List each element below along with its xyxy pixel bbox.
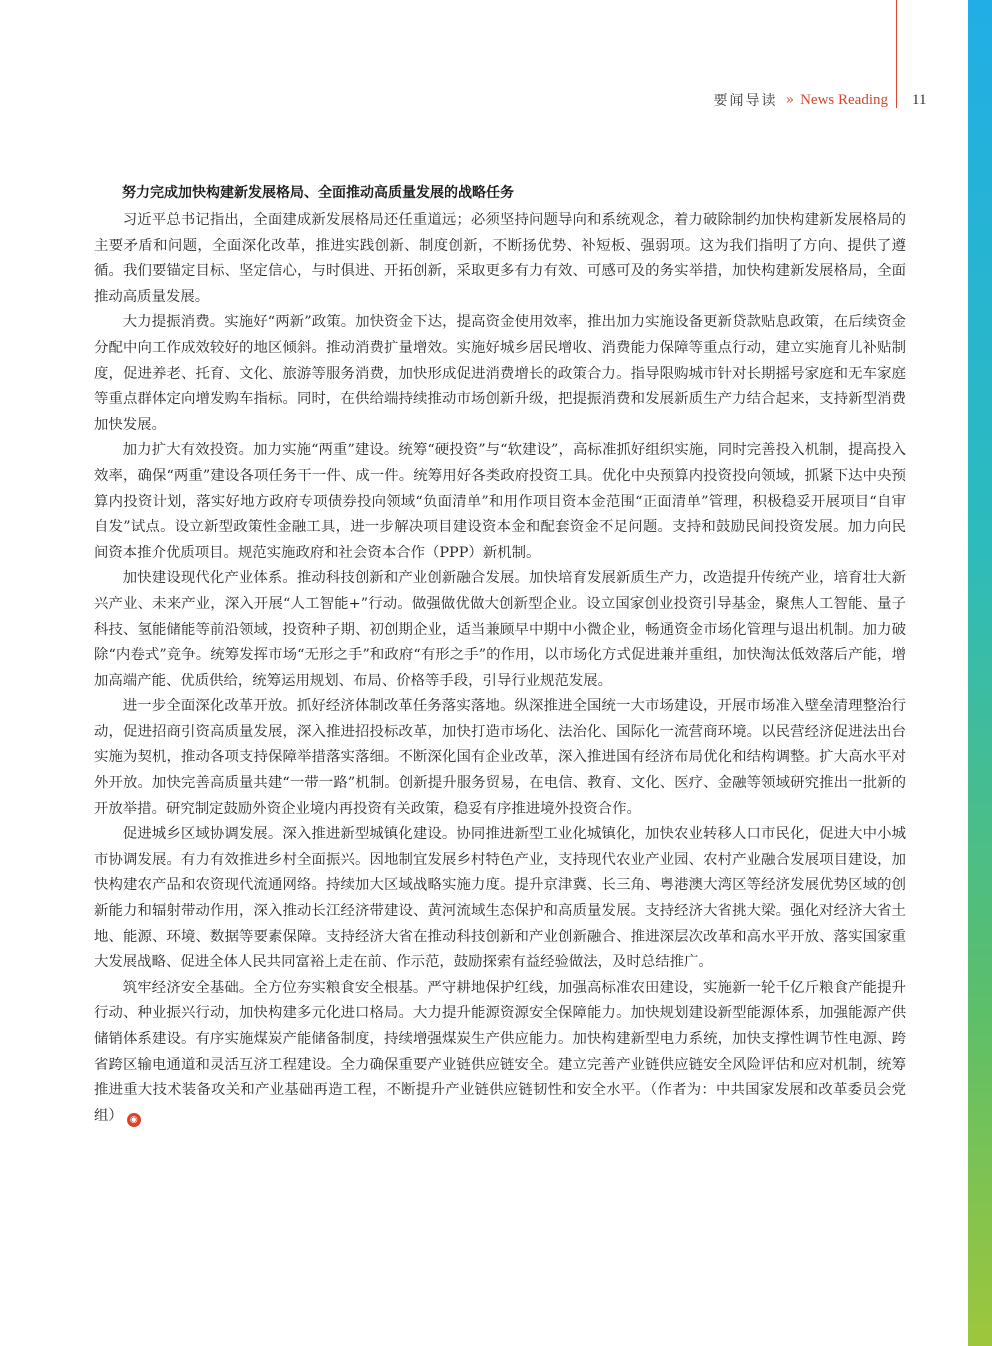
paragraph-investment: 加力扩大有效投资。加力实施“两重”建设。统筹“硬投资”与“软建设”，高标准抓好组织实施，同时完善投入机制，提高投入效率，确保“两重”建设各项任务干一件、成一件。统筹用好各类政府投资工具。优化中央预算内投资投向领域，抓紧下达中央预算内投资计划，落实好地方政府专项债券投向领域“负面清单”和用作项目资本金范围“正面清单”管理，积极稳妥开展项目“自审自发”试点。设立新型政策性金融工具，进一步解决项目建设资本金和配套资金不足问题。支持和鼓励民间投资发展。加力向民间资本推介优质项目。规范实施政府和社会资本合作（PPP）新机制。 <box>94 442 906 561</box>
paragraph-intro: 习近平总书记指出，全面建成新发展格局还任重道远；必须坚持问题导向和系统观念，着力破除制约加快构建新发展格局的主要矛盾和问题，全面深化改革，推进实践创新、制度创新，不断扬优势、补短板、强弱项。这为我们指明了方向、提供了遵循。我们要锚定目标、坚定信心，与时俱进、开拓创新，采取更多有力有效、可感可及的务实举措，加快构建新发展格局，全面推动高质量发展。 <box>94 212 906 305</box>
paragraph-industry: 加快建设现代化产业体系。推动科技创新和产业创新融合发展。加快培育发展新质生产力，改造提升传统产业，培育壮大新兴产业、未来产业，深入开展“人工智能+”行动。做强做优做大创新型企业。设立国家创业投资引导基金，聚焦人工智能、量子科技、氢能储能等前沿领域，投资种子期、初创期企业，适当兼顾早中期中小微企业，畅通资金市场化管理与退出机制。加力破除“内卷式”竞争。统筹发挥市场“无形之手”和政府“有形之手”的作用，以市场化方式促进兼并重组，加快淘汰低效落后产能，增加高端产能、优质供给，统筹运用规划、布局、价格等手段，引导行业规范发展。 <box>94 570 906 689</box>
article-body <box>94 181 906 1129</box>
paragraph-reform: 进一步全面深化改革开放。抓好经济体制改革任务落实落地。纵深推进全国统一大市场建设，开展市场准入壁垒清理整治行动，促进招商引资高质量发展，深入推进招投标改革，加快打造市场化、法治化、国际化一流营商环境。以民营经济促进法出台实施为契机，推动各项支持保障举措落实落细。不断深化国有企业改革，深入推进国有经济布局优化和结构调整。扩大高水平对外开放。加快完善高质量共建“一带一路”机制。创新提升服务贸易，在电信、教育、文化、医疗、金融等领域研究推出一批新的开放举措。研究制定鼓励外资企业境内再投资有关政策，稳妥有序推进境外投资合作。 <box>94 698 906 817</box>
decorative-gradient-bar <box>968 0 992 1346</box>
section-title-cn: 要闻导读 <box>713 93 778 109</box>
paragraph-consumption: 大力提振消费。实施好“两新”政策。加快资金下达，提高资金使用效率，推出加力实施设备更新贷款贴息政策，在后续资金分配中向工作成效较好的地区倾斜。推动消费扩量增效。实施好城乡居民增收、消费能力保障等重点行动，建立实施育儿补贴制度，促进养老、托育、文化、旅游等服务消费，加快形成促进消费增长的政策合力。指导限购城市针对长期摇号家庭和无车家庭等重点群体定向增发购车指标。同时，在供给端持续推动市场创新升级，把提振消费和发展新质生产力结合起来，支持新型消费加快发展。 <box>94 314 906 433</box>
paragraph-regional: 促进城乡区域协调发展。深入推进新型城镇化建设。协同推进新型工业化城镇化，加快农业转移人口市民化，促进大中小城市协调发展。有力有效推进乡村全面振兴。因地制宜发展乡村特色产业，支持现代农业产业园、农村产业融合发展项目建设，加快构建农产品和农资现代流通网络。持续加大区域战略实施力度。提升京津冀、长三角、粤港澳大湾区等经济发展优势区域的创新能力和辐射带动作用，深入推动长江经济带建设、黄河流域生态保护和高质量发展。支持经济大省挑大梁。强化对经济大省土地、能源、环境、数据等要素保障。支持经济大省在推动科技创新和产业创新融合、推进深层次改革和高水平开放、落实国家重大发展战略、促进全体人民共同富裕上走在前、作示范，鼓励探索有益经验做法，及时总结推广。 <box>94 826 906 971</box>
magazine-logo-icon: ◉ <box>127 1113 141 1127</box>
article-title: 努力完成加快构建新发展格局、全面推动高质量发展的战略任务 <box>122 185 514 201</box>
paragraph-security-text: 筑牢经济安全基础。全方位夯实粮食安全根基。严守耕地保护红线，加强高标准农田建设，实施新一轮千亿斤粮食产能提升行动、种业振兴行动，加快构建多元化进口格局。大力提升能源资源安全保障能力。加快规划建设新型能源体系，加强能源产供储销体系建设。有序实施煤炭产能储备制度，持续增强煤炭生产供应能力。加快构建新型电力系统，加快支撑性调节性电源、跨省跨区输电通道和灵活互济工程建设。全力确保重要产业链供应链安全。建立完善产业链供应链安全风险评估和应对机制，统筹推进重大技术装备攻关和产业基础再造工程，不断提升产业链供应链韧性和安全水平。（作者为：中共国家发展和改革委员会党组） <box>94 979 906 1124</box>
paragraph-security <box>94 976 906 1130</box>
double-chevron-icon: » <box>785 92 795 108</box>
section-title-en: News Reading <box>800 91 888 108</box>
page-number: 11 <box>912 91 927 108</box>
running-header <box>600 88 900 112</box>
